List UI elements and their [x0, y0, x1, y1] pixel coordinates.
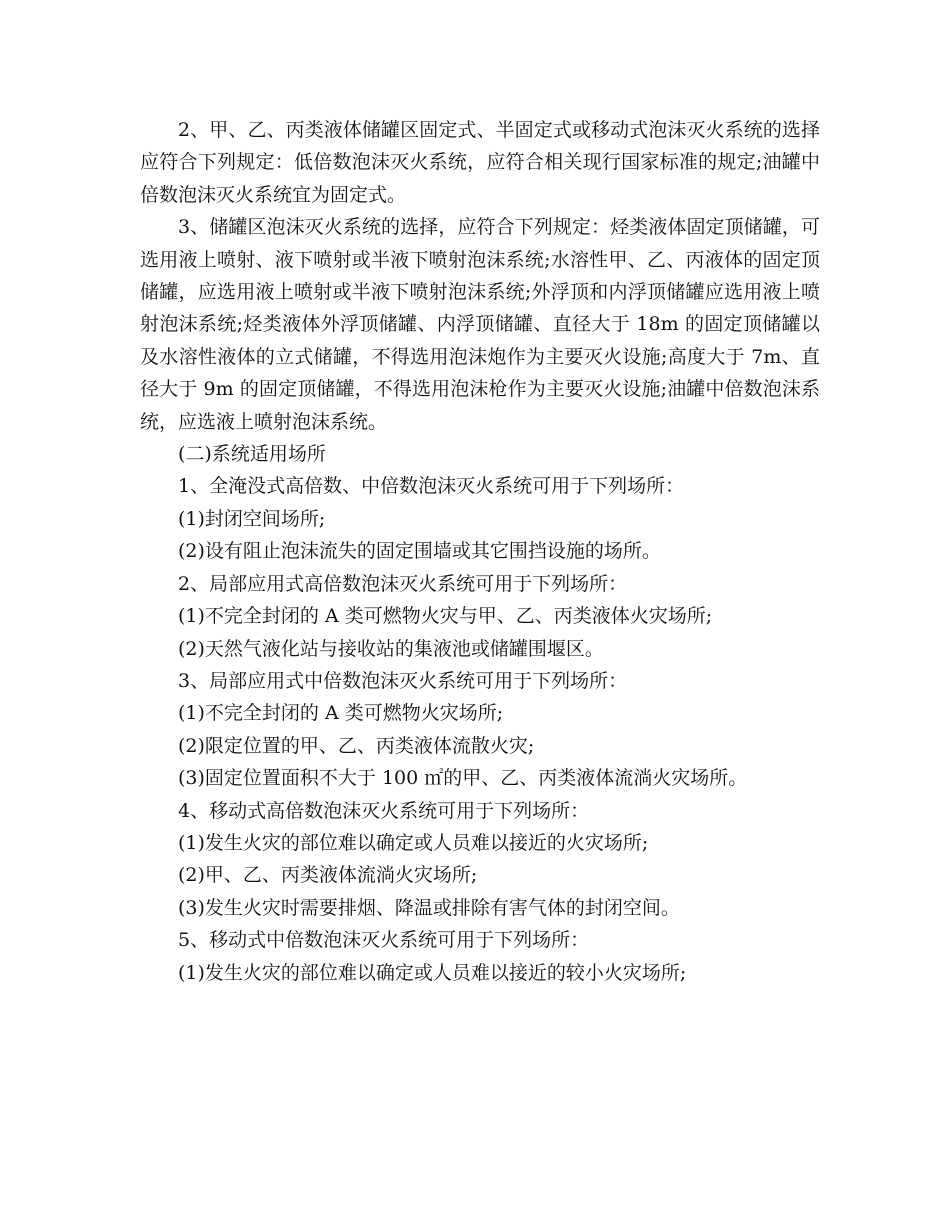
- paragraph-tank-foam-selection: 3、储罐区泡沫灭火系统的选择，应符合下列规定：烃类液体固定顶储罐，可选用液上喷射、液下喷射或半液下喷射泡沫系统;水溶性甲、乙、丙液体的固定顶储罐，应选用液上喷射或半液下喷射泡沫系统;外浮顶和内浮顶储罐应选用液上喷射泡沫系统;烃类液体外浮顶储罐、内浮顶储罐、直径大于 18m 的固定顶储罐以及水溶性液体的立式储罐，不得选用泡沫炮作为主要灭火设施;高度大于 7m、直径大于 9m 的固定顶储罐，不得选用泡沫枪作为主要灭火设施;油罐中倍数泡沫系统，应选液上喷射泡沫系统。: [140, 216, 820, 433]
- list-item: (1)发生火灾的部位难以确定或人员难以接近的较小火灾场所;: [178, 961, 687, 984]
- list-item: 5、移动式中倍数泡沫灭火系统可用于下列场所：: [178, 929, 590, 952]
- section-heading: (二)系统适用场所: [178, 443, 326, 466]
- paragraph-storage-area-systems: 2、甲、乙、丙类液体储罐区固定式、半固定式或移动式泡沫灭火系统的选择应符合下列规定：低倍数泡沫灭火系统，应符合相关现行国家标准的规定;油罐中倍数泡沫灭火系统宜为固定式。: [140, 119, 820, 206]
- list-item: (1)封闭空间场所;: [178, 507, 326, 530]
- list-item: 4、移动式高倍数泡沫灭火系统可用于下列场所：: [178, 799, 590, 822]
- list-item: (3)固定位置面积不大于 100 ㎡的甲、乙、丙类液体流淌火灾场所。: [178, 767, 748, 790]
- list-item: (2)甲、乙、丙类液体流淌火灾场所;: [178, 864, 478, 887]
- list-item: 1、全淹没式高倍数、中倍数泡沫灭火系统可用于下列场所：: [178, 475, 685, 498]
- list-item: (2)限定位置的甲、乙、丙类液体流散火灾;: [178, 734, 535, 757]
- list-item: 2、局部应用式高倍数泡沫灭火系统可用于下列场所：: [178, 572, 628, 595]
- list-item: (2)设有阻止泡沫流失的固定围墙或其它围挡设施的场所。: [178, 540, 661, 563]
- document-body: [140, 114, 820, 989]
- list-item: (2)天然气液化站与接收站的集液池或储罐围堰区。: [178, 637, 604, 660]
- list-item: (1)不完全封闭的 A 类可燃物火灾与甲、乙、丙类液体火灾场所;: [178, 605, 713, 628]
- list-item: (1)发生火灾的部位难以确定或人员难以接近的火灾场所;: [178, 831, 649, 854]
- list-item: 3、局部应用式中倍数泡沫灭火系统可用于下列场所：: [178, 669, 628, 692]
- list-item: (3)发生火灾时需要排烟、降温或排除有害气体的封闭空间。: [178, 896, 680, 919]
- list-item: (1)不完全封闭的 A 类可燃物火灾场所;: [178, 702, 504, 725]
